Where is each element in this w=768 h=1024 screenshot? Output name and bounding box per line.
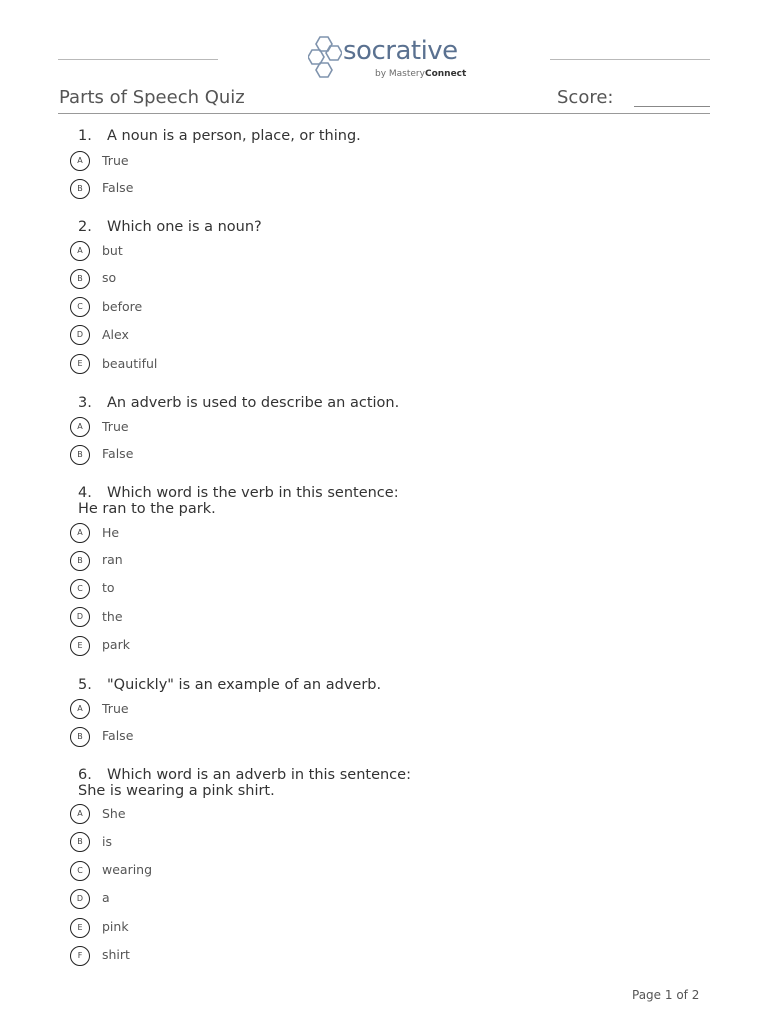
answer-bubble[interactable]: C — [70, 861, 90, 881]
answer-label: a — [102, 890, 110, 905]
answer-label: to — [102, 580, 115, 595]
answer-label: pink — [102, 919, 129, 934]
socrative-logo — [308, 36, 468, 82]
question-2-title: 2. Which one is a noun? — [78, 219, 262, 235]
answer-bubble[interactable]: F — [70, 946, 90, 966]
answer-bubble[interactable]: B — [70, 179, 90, 199]
answer-label: True — [102, 701, 129, 716]
answer-bubble[interactable]: B — [70, 445, 90, 465]
brand-name: socrative — [343, 36, 458, 66]
question-4-title: 4. Which word is the verb in this sentence: He ran to the park. — [78, 485, 399, 517]
answer-bubble[interactable]: E — [70, 918, 90, 938]
answer-label: Alex — [102, 327, 129, 342]
question-1-title: 1. A noun is a person, place, or thing. — [78, 128, 361, 144]
header-divider — [58, 113, 710, 114]
answer-label: False — [102, 180, 134, 195]
answer-bubble[interactable]: B — [70, 551, 90, 571]
header-rule-left — [58, 59, 218, 60]
answer-label: beautiful — [102, 356, 158, 371]
question-6-title: 6. Which word is an adverb in this sentence: She is wearing a pink shirt. — [78, 767, 411, 799]
answer-bubble[interactable]: D — [70, 889, 90, 909]
answer-label: before — [102, 299, 143, 314]
answer-label: ran — [102, 552, 123, 567]
answer-label: park — [102, 637, 130, 652]
quiz-title: Parts of Speech Quiz — [59, 87, 245, 108]
answer-bubble[interactable]: B — [70, 832, 90, 852]
answer-bubble[interactable]: E — [70, 636, 90, 656]
score-field[interactable] — [634, 106, 710, 107]
answer-label: True — [102, 419, 129, 434]
answer-bubble[interactable]: A — [70, 699, 90, 719]
answer-label: She — [102, 806, 126, 821]
answer-bubble[interactable]: A — [70, 417, 90, 437]
answer-bubble[interactable]: A — [70, 804, 90, 824]
answer-label: the — [102, 609, 123, 624]
answer-label: False — [102, 446, 134, 461]
page-number: Page 1 of 2 — [632, 988, 700, 1002]
header-rule-right — [550, 59, 710, 60]
answer-bubble[interactable]: C — [70, 297, 90, 317]
answer-bubble[interactable]: B — [70, 269, 90, 289]
answer-bubble[interactable]: B — [70, 727, 90, 747]
brand-byline: by MasteryConnect — [375, 69, 467, 79]
answer-bubble[interactable]: E — [70, 354, 90, 374]
answer-label: True — [102, 153, 129, 168]
answer-bubble[interactable]: D — [70, 325, 90, 345]
answer-label: is — [102, 834, 112, 849]
answer-bubble[interactable]: A — [70, 151, 90, 171]
answer-label: He — [102, 525, 120, 540]
answer-label: wearing — [102, 862, 153, 877]
answer-bubble[interactable]: A — [70, 523, 90, 543]
question-5-title: 5. "Quickly" is an example of an adverb. — [78, 677, 382, 693]
answer-bubble[interactable]: A — [70, 241, 90, 261]
answer-bubble[interactable]: C — [70, 579, 90, 599]
answer-label: but — [102, 243, 123, 258]
answer-label: so — [102, 270, 117, 285]
score-label: Score: — [557, 87, 614, 108]
answer-bubble[interactable]: D — [70, 607, 90, 627]
answer-label: shirt — [102, 947, 130, 962]
hexagon-logo-icon — [308, 36, 342, 78]
answer-label: False — [102, 728, 134, 743]
question-3-title: 3. An adverb is used to describe an action. — [78, 395, 400, 411]
